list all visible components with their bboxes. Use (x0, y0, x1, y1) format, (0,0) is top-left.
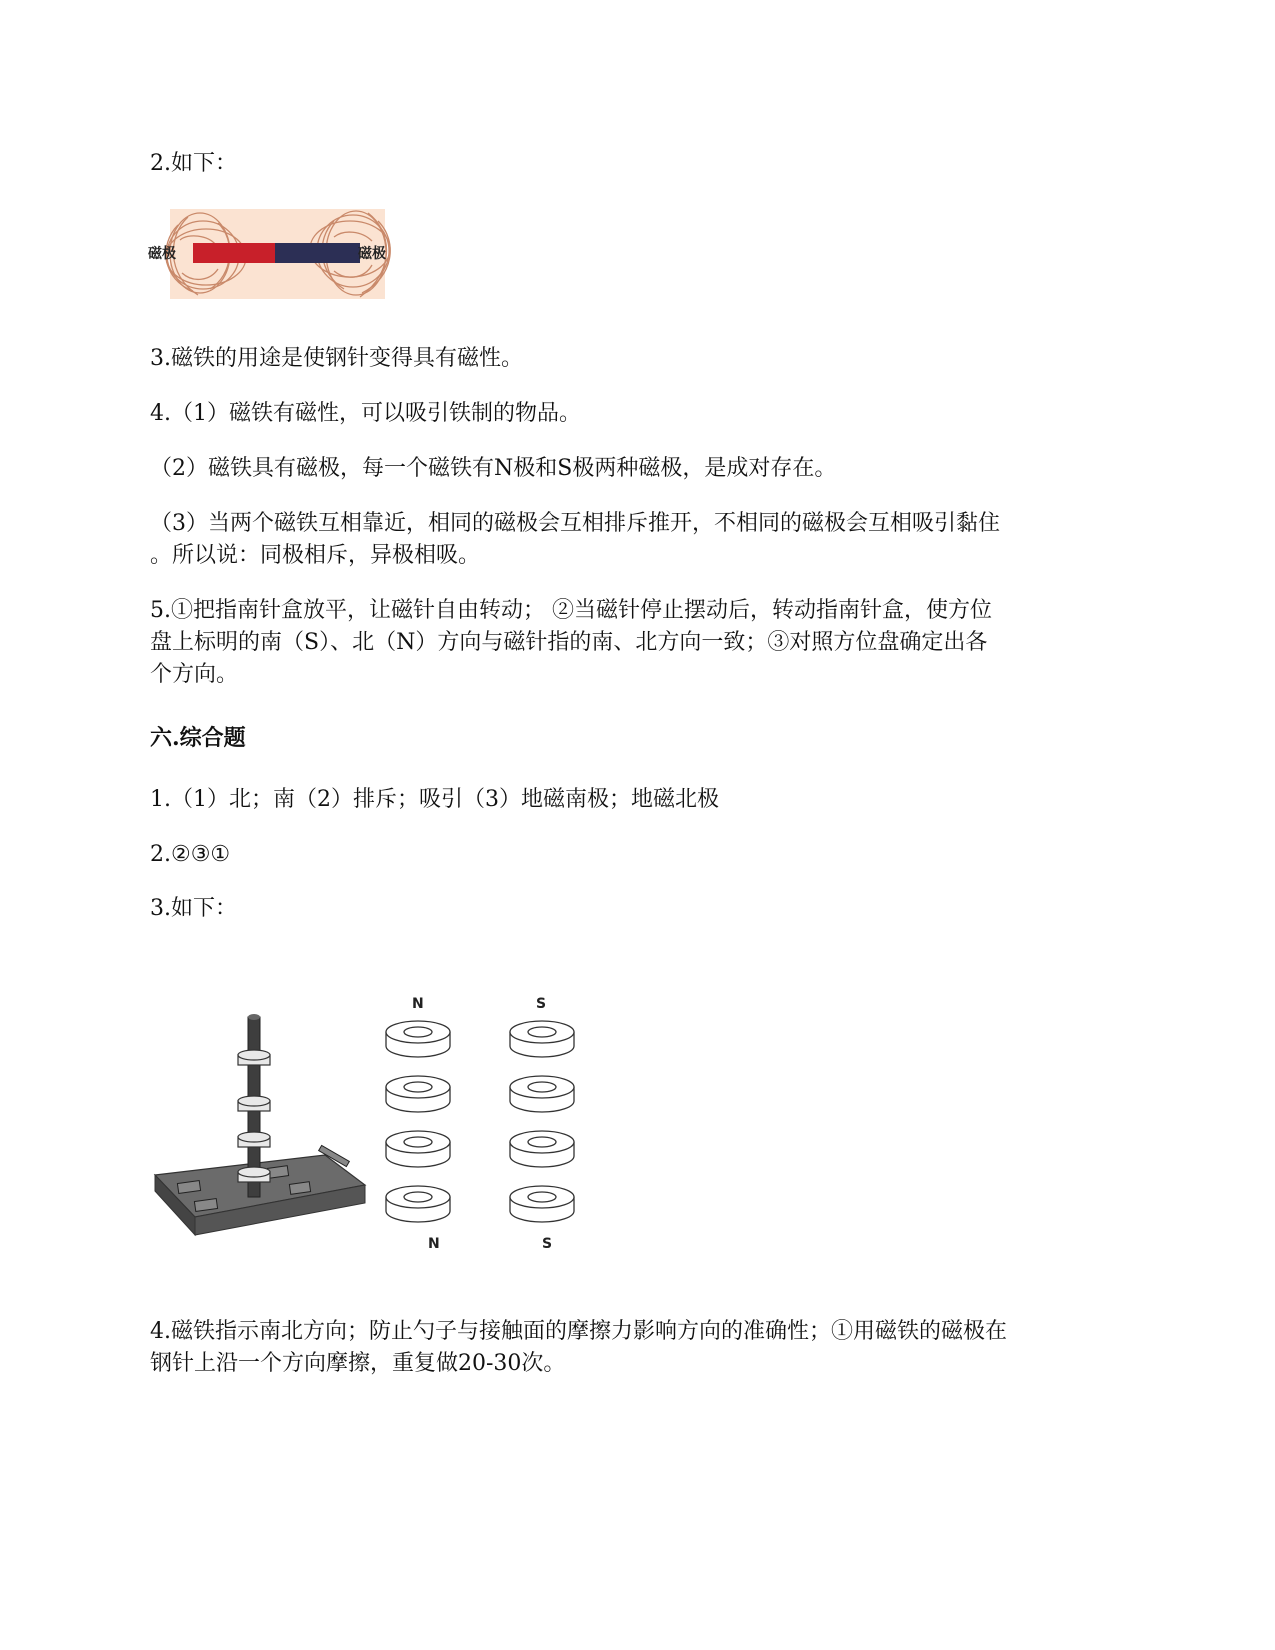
answer-5-3: 3.磁铁的用途是使钢针变得具有磁性。 (150, 346, 523, 371)
answer-5-5-line1: 5.①把指南针盒放平，让磁针自由转动； ②当磁针停止摆动后，转动指南针盒，使方位 (150, 598, 992, 623)
answer-5-4-3-line2: 。所以说：同极相斥，异极相吸。 (150, 543, 481, 568)
answer-5-4-2: （2）磁铁具有磁极，每一个磁铁有N极和S极两种磁极，是成对存在。 (150, 456, 837, 481)
magnet-red-half (193, 243, 275, 263)
answer-6-3: 3.如下： (150, 896, 237, 921)
magnet-blue-half (275, 243, 360, 263)
answer-6-4-line1: 4.磁铁指示南北方向；防止勺子与接触面的摩擦力影响方向的准确性；①用磁铁的磁极在 (150, 1319, 1007, 1344)
ring-magnet-figure (150, 995, 610, 1295)
answer-5-4-1: 4.（1）磁铁有磁性，可以吸引铁制的物品。 (150, 401, 581, 426)
answer-5-5-line2: 盘上标明的南（S）、北（N）方向与磁针指的南、北方向一致；③对照方位盘确定出各 (150, 630, 988, 655)
label-top-n: N (412, 996, 424, 1012)
ring-stack-s (510, 1021, 574, 1222)
pole-label-right: 磁极 (358, 246, 386, 262)
pole-label-left: 磁极 (148, 246, 176, 262)
label-bottom-n: N (428, 1236, 440, 1252)
answer-6-1: 1.（1）北；南（2）排斥；吸引（3）地磁南极；地磁北极 (150, 787, 719, 812)
section-heading-6: 六.综合题 (150, 725, 246, 751)
answer-6-2: 2.②③① (150, 842, 231, 867)
answer-5-2: 2.如下： (150, 151, 237, 176)
bar-magnet-figure (148, 205, 408, 301)
answer-5-4-3-line1: （3）当两个磁铁互相靠近，相同的磁极会互相排斥推开，不相同的磁极会互相吸引黏住 (150, 511, 1000, 536)
answer-6-4-line2: 钢针上沿一个方向摩擦，重复做20-30次。 (150, 1351, 566, 1376)
answer-5-5-line3: 个方向。 (150, 662, 239, 687)
label-bottom-s: S (542, 1236, 553, 1252)
ring-stack-n (386, 1021, 450, 1222)
label-top-s: S (536, 996, 547, 1012)
